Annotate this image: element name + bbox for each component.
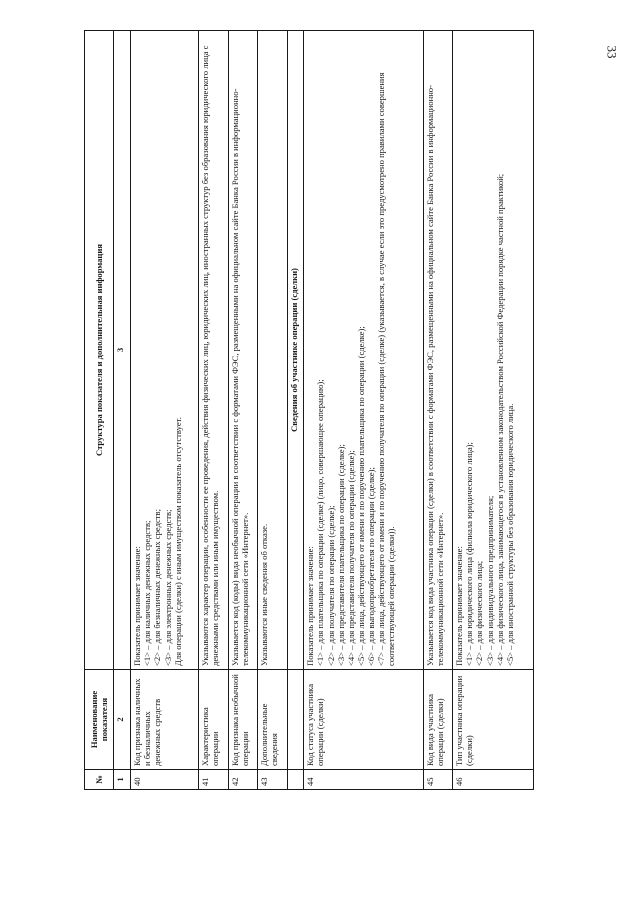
header-indicator-name: Наименование показателя [85,670,114,770]
header-structure: Структура показателя и дополнительная информация [85,31,114,670]
structure-line: Показатель принимает значение: [454,546,465,666]
structure-line: Показатель принимает значение: [305,546,316,666]
indicator-structure: Указывается код (коды) вида необычной операции в соответствии с форматами ФЭС, размещенными на официальном сайте Банка России в информационно-телекоммуникационной сети «Интернет». [228,31,257,670]
structure-line: <7> – для лица, действующего от имени и по поручению получателя по операции (сделке) (указывается, в случае если это предусмотрено правилами совершения соответствующей операции (сделки)). [376,72,397,666]
indicator-name: Код признака необычной операции [228,670,257,770]
indicator-table [84,30,534,790]
structure-line: <2> – для физического лица; [474,560,485,666]
indicator-structure: Указывается код вида участника операции (сделки) в соответствии с форматами ФЭС, размещенными на официальном сайте Банка России в информационно-телекоммуникационной сети «Интернет». [423,31,452,670]
indicator-name: Дополнительные сведения [258,670,287,770]
table-row [131,31,199,790]
structure-line: Показатель принимает значение: [132,546,143,666]
structure-line: <4> – для физического лица, занимающегося в установленном законодательством Российской Федерации порядке частной практикой; [494,173,505,666]
indicator-name: Код статуса участника операции (сделки) [304,670,423,770]
section-spacer [287,770,304,790]
column-number-3: 3 [114,31,131,670]
section-header-row [287,31,304,790]
indicator-name: Тип участника операции (сделки) [453,670,534,770]
row-number: 46 [453,770,534,790]
structure-line: <3> – для электронных денежных средств; [162,509,173,666]
table-row [258,31,287,790]
structure-line: <2> – для получателя по операции (сделке); [325,505,336,666]
indicator-structure: Указываются иные сведения об отказе. [258,31,287,670]
structure-line: <1> – для плательщика по операции (сделке) (лицо, совершающее операцию); [315,379,326,666]
indicator-name: Код вида участника операции (сделки) [423,670,452,770]
structure-line: <4> – для представителя получателя по операции (сделке); [345,450,356,666]
indicator-structure [131,31,199,670]
row-number: 43 [258,770,287,790]
structure-line: <1> – для юридического лица (филиала юридического лица); [464,442,475,666]
row-number: 45 [423,770,452,790]
indicator-structure: Указываются характер операции, особенности ее проведения, действия физических лиц, юридических лиц, иностранных структур без образования юридического лица с денежными средствами или иным имуществом. [199,31,228,670]
structure-line: <3> – для индивидуального предпринимателя; [484,495,495,666]
table-row [199,31,228,790]
header-number: № [85,770,114,790]
row-number: 42 [228,770,257,790]
table-header-row [85,31,114,790]
section-spacer [287,670,304,770]
row-number: 44 [304,770,423,790]
indicator-name: Характеристика операции [199,670,228,770]
indicator-structure [304,31,423,670]
row-number: 41 [199,770,228,790]
section-title: Сведения об участнике операции (сделки) [287,31,304,670]
structure-line: <6> – для выгодоприобретателя по операции (сделке); [366,467,377,666]
structure-line: <1> – для наличных денежных средств; [142,520,153,666]
indicator-name: Код признака наличных и безналичных денежных средств [131,670,199,770]
row-number: 40 [131,770,199,790]
table-row [423,31,452,790]
column-number-1: 1 [114,770,131,790]
page-number: 33 [604,45,620,59]
indicator-structure [453,31,534,670]
structure-line: <2> – для безналичных денежных средств; [152,509,163,666]
structure-line: <5> – для иностранной структуры без образования юридического лица. [504,403,515,666]
table-row [228,31,257,790]
table-row [304,31,423,790]
structure-line: <5> – для лица, действующего от имени и по поручению плательщика по операции (сделке); [355,326,366,666]
rotated-page-content [84,30,534,790]
table-row [453,31,534,790]
column-number-2: 2 [114,670,131,770]
structure-line: <3> – для представителя плательщика по операции (сделке); [335,444,346,666]
column-numbering-row [114,31,131,790]
structure-line: Для операции (сделки) с иным имуществом показатель отсутствует. [172,417,183,666]
